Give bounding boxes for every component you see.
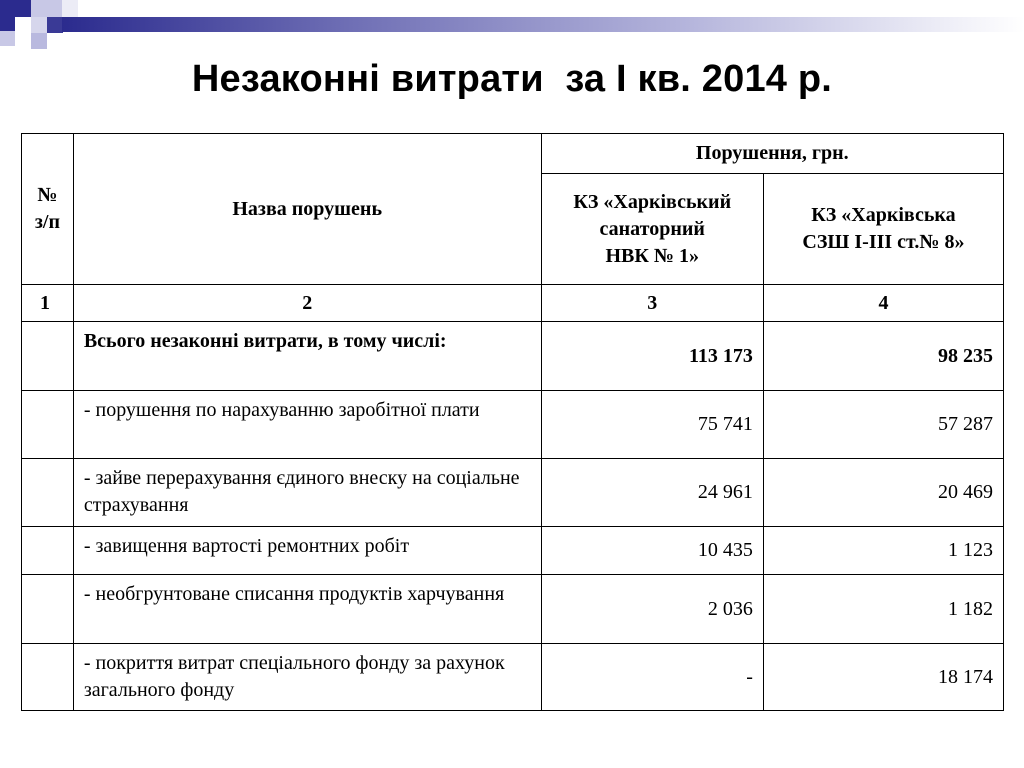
row-name: - зайве перерахування єдиного внеску на соціальне страхування [73,459,541,527]
row-value-org1: 10 435 [541,527,763,575]
column-index-row [22,285,1004,322]
decor-square [15,17,31,31]
table-row [22,575,1004,644]
row-value-org2: 1 182 [763,575,1003,644]
table-header-row [22,134,1004,174]
header-violations-group: Порушення, грн. [541,134,1003,174]
table-row [22,644,1004,711]
row-name: - порушення по нарахуванню заробітної плати [73,391,541,459]
row-number [22,459,74,527]
decor-square [31,17,47,33]
decor-square [62,0,78,17]
decor-square [31,0,62,17]
row-value-org2: 98 235 [763,322,1003,391]
decor-square [47,17,63,33]
row-name: Всього незаконні витрати, в тому числі: [73,322,541,391]
header-org1: КЗ «Харківський санаторний НВК № 1» [541,174,763,285]
row-value-org1: 24 961 [541,459,763,527]
row-value-org2: 1 123 [763,527,1003,575]
header-number: № з/п [22,134,74,285]
index-cell: 4 [763,285,1003,322]
table-row [22,322,1004,391]
header-name: Назва порушень [73,134,541,285]
row-number [22,527,74,575]
row-name: - покриття витрат спеціального фонду за рахунок загального фонду [73,644,541,711]
row-value-org1: 2 036 [541,575,763,644]
row-number [22,391,74,459]
row-value-org2: 18 174 [763,644,1003,711]
row-value-org2: 20 469 [763,459,1003,527]
row-name: - необгрунтоване списання продуктів харчування [73,575,541,644]
table-row [22,459,1004,527]
row-value-org1: 75 741 [541,391,763,459]
row-number [22,644,74,711]
row-name: - завищення вартості ремонтних робіт [73,527,541,575]
table-row [22,391,1004,459]
header-org2: КЗ «Харківська СЗШ І-ІІІ ст.№ 8» [763,174,1003,285]
row-value-org2: 57 287 [763,391,1003,459]
header-gradient-bar [62,17,1024,32]
index-cell: 1 [22,285,74,322]
row-value-org1: - [541,644,763,711]
table-row [22,527,1004,575]
row-value-org1: 113 173 [541,322,763,391]
index-cell: 2 [73,285,541,322]
row-number [22,575,74,644]
decor-square [0,31,15,46]
decor-square [31,33,47,49]
violations-table [21,133,1004,711]
row-number [22,322,74,391]
index-cell: 3 [541,285,763,322]
page-title: Незаконні витрати за I кв. 2014 р. [191,58,833,100]
